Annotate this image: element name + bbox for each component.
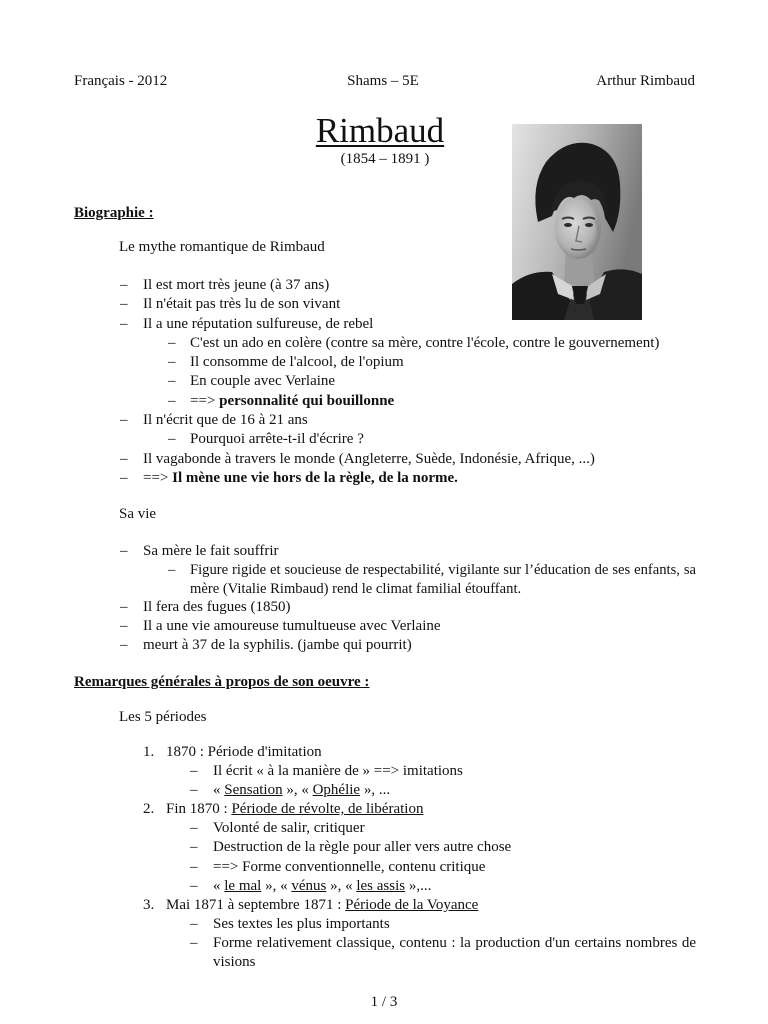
poem-title: vénus (291, 877, 327, 894)
poem-title: les assis (356, 877, 406, 894)
list-item-text: Il fera des fugues (1850) (143, 599, 291, 616)
bold-conclusion: Il mène une vie hors de la règle, de la norme. (172, 469, 458, 486)
quote-mark: », ... (360, 782, 391, 799)
list-marker: – (120, 599, 128, 616)
list-marker: – (190, 915, 198, 932)
list-marker: – (120, 412, 128, 429)
periods-list (0, 743, 768, 972)
work-intro: Les 5 périodes (119, 709, 207, 725)
period-item (0, 800, 768, 819)
header-subject: Arthur Rimbaud (596, 73, 695, 89)
list-item (0, 598, 768, 617)
list-marker: – (190, 782, 198, 799)
period-point-text: Forme relativement classique, contenu : la production d'un certains nombres de visions (213, 934, 696, 971)
period-number: 1. (143, 744, 155, 760)
sub-list-item (0, 561, 768, 599)
biography-heading: Biographie : (74, 205, 154, 221)
list-marker: – (190, 839, 198, 856)
period-point (0, 915, 768, 934)
list-item-text: meurt à 37 de la syphilis. (jambe qui pourrit) (143, 636, 412, 653)
bold-conclusion: personnalité qui bouillonne (219, 392, 395, 409)
arrow-prefix: ==> (190, 392, 220, 409)
life-heading: Sa vie (119, 506, 157, 522)
list-item (0, 276, 768, 295)
list-marker: – (168, 354, 176, 371)
list-marker: – (168, 431, 176, 448)
list-item-text: Sa mère le fait souffrir (143, 543, 279, 559)
list-item-text: Il a une réputation sulfureuse, de rebel (143, 315, 374, 332)
period-point (0, 934, 768, 972)
life-dates: (1854 – 1891 ) (340, 151, 430, 167)
list-item (0, 469, 768, 488)
list-marker: – (190, 934, 198, 951)
quote-mark: « (213, 782, 225, 799)
list-item-text: Il vagabonde à travers le monde (Angleterre, Suède, Indonésie, Afrique, ...) (143, 450, 595, 467)
period-number: 3. (143, 896, 155, 913)
list-item-text: Figure rigide et soucieuse de respectabilité, vigilante sur l’éducation de ses enfants, sa mère (Vitalie Rimbaud) rend le climat familial étouffant. (190, 561, 696, 597)
list-marker: – (120, 296, 128, 313)
list-item (0, 295, 768, 314)
period-item (0, 743, 768, 762)
list-item (0, 542, 768, 561)
page-title (0, 109, 760, 153)
quote-mark: »,... (405, 877, 432, 894)
period-date: 1870 : (166, 744, 208, 760)
work-heading: Remarques générales à propos de son oeuvre : (74, 674, 370, 690)
period-number: 2. (143, 801, 155, 818)
header-course: Français - 2012 (74, 73, 168, 89)
list-item (0, 450, 768, 469)
sub-list-item (0, 430, 768, 449)
list-marker: – (190, 820, 198, 837)
list-item-text: Il n'était pas très lu de son vivant (143, 296, 341, 313)
list-item-text: Il consomme de l'alcool, de l'opium (190, 354, 404, 371)
period-date: Mai 1871 à septembre 1871 : (166, 896, 346, 913)
list-marker: – (120, 469, 128, 486)
list-item-text: Il est mort très jeune (à 37 ans) (143, 277, 330, 293)
quote-mark: », « (282, 782, 313, 799)
quote-mark: », « (326, 877, 357, 894)
poem-title: Ophélie (312, 782, 361, 799)
list-marker: – (168, 561, 176, 578)
list-item (0, 315, 768, 334)
list-item-text: Il n'écrit que de 16 à 21 ans (143, 412, 308, 429)
page-title-text: Rimbaud (315, 111, 445, 150)
period-point (0, 877, 768, 896)
period-point (0, 762, 768, 781)
list-marker: – (168, 373, 176, 390)
period-label: Période d'imitation (207, 744, 322, 760)
period-point-text: Il écrit « à la manière de » ==> imitations (213, 763, 463, 780)
list-marker: – (120, 277, 128, 293)
period-point-text: Destruction de la règle pour aller vers autre chose (213, 839, 512, 856)
period-point (0, 819, 768, 838)
poem-title: Sensation (224, 782, 283, 799)
period-point (0, 781, 768, 800)
list-marker: – (120, 543, 128, 559)
list-marker: – (168, 392, 176, 409)
period-point-text: Ses textes les plus importants (213, 915, 390, 932)
list-item-text: En couple avec Verlaine (190, 373, 336, 390)
list-item-text: C'est un ado en colère (contre sa mère, contre l'école, contre le gouvernement) (190, 334, 660, 351)
list-marker: – (190, 858, 198, 875)
list-item (0, 636, 768, 655)
biography-intro: Le mythe romantique de Rimbaud (119, 239, 325, 255)
period-date: Fin 1870 : (166, 801, 232, 818)
period-item (0, 896, 768, 915)
list-marker: – (120, 450, 128, 467)
period-point-text: ==> Forme conventionnelle, contenu critique (213, 858, 486, 875)
list-marker: – (190, 877, 198, 894)
list-item (0, 617, 768, 636)
period-label: Période de révolte, de libération (231, 801, 424, 818)
period-point (0, 838, 768, 857)
period-point-text: Volonté de salir, critiquer (213, 820, 365, 837)
list-marker: – (120, 618, 128, 635)
period-label: Période de la Voyance (345, 896, 479, 913)
poem-title: le mal (224, 877, 262, 894)
list-marker: – (120, 636, 128, 653)
quote-mark: « (213, 877, 225, 894)
sub-list-item (0, 392, 768, 411)
sub-list-item (0, 353, 768, 372)
page-number: 1 / 3 (370, 994, 398, 1010)
list-item-text: Pourquoi arrête-t-il d'écrire ? (190, 431, 364, 448)
list-item-text: Il a une vie amoureuse tumultueuse avec Verlaine (143, 618, 441, 635)
list-marker: – (190, 763, 198, 780)
life-list (0, 542, 768, 655)
list-marker: – (120, 315, 128, 332)
header-class: Shams – 5E (347, 73, 419, 89)
biography-list (0, 276, 768, 488)
period-point (0, 858, 768, 877)
sub-list-item (0, 334, 768, 353)
list-marker: – (168, 334, 176, 351)
list-item (0, 411, 768, 430)
quote-mark: », « (261, 877, 292, 894)
arrow-prefix: ==> (143, 469, 173, 486)
sub-list-item (0, 372, 768, 391)
